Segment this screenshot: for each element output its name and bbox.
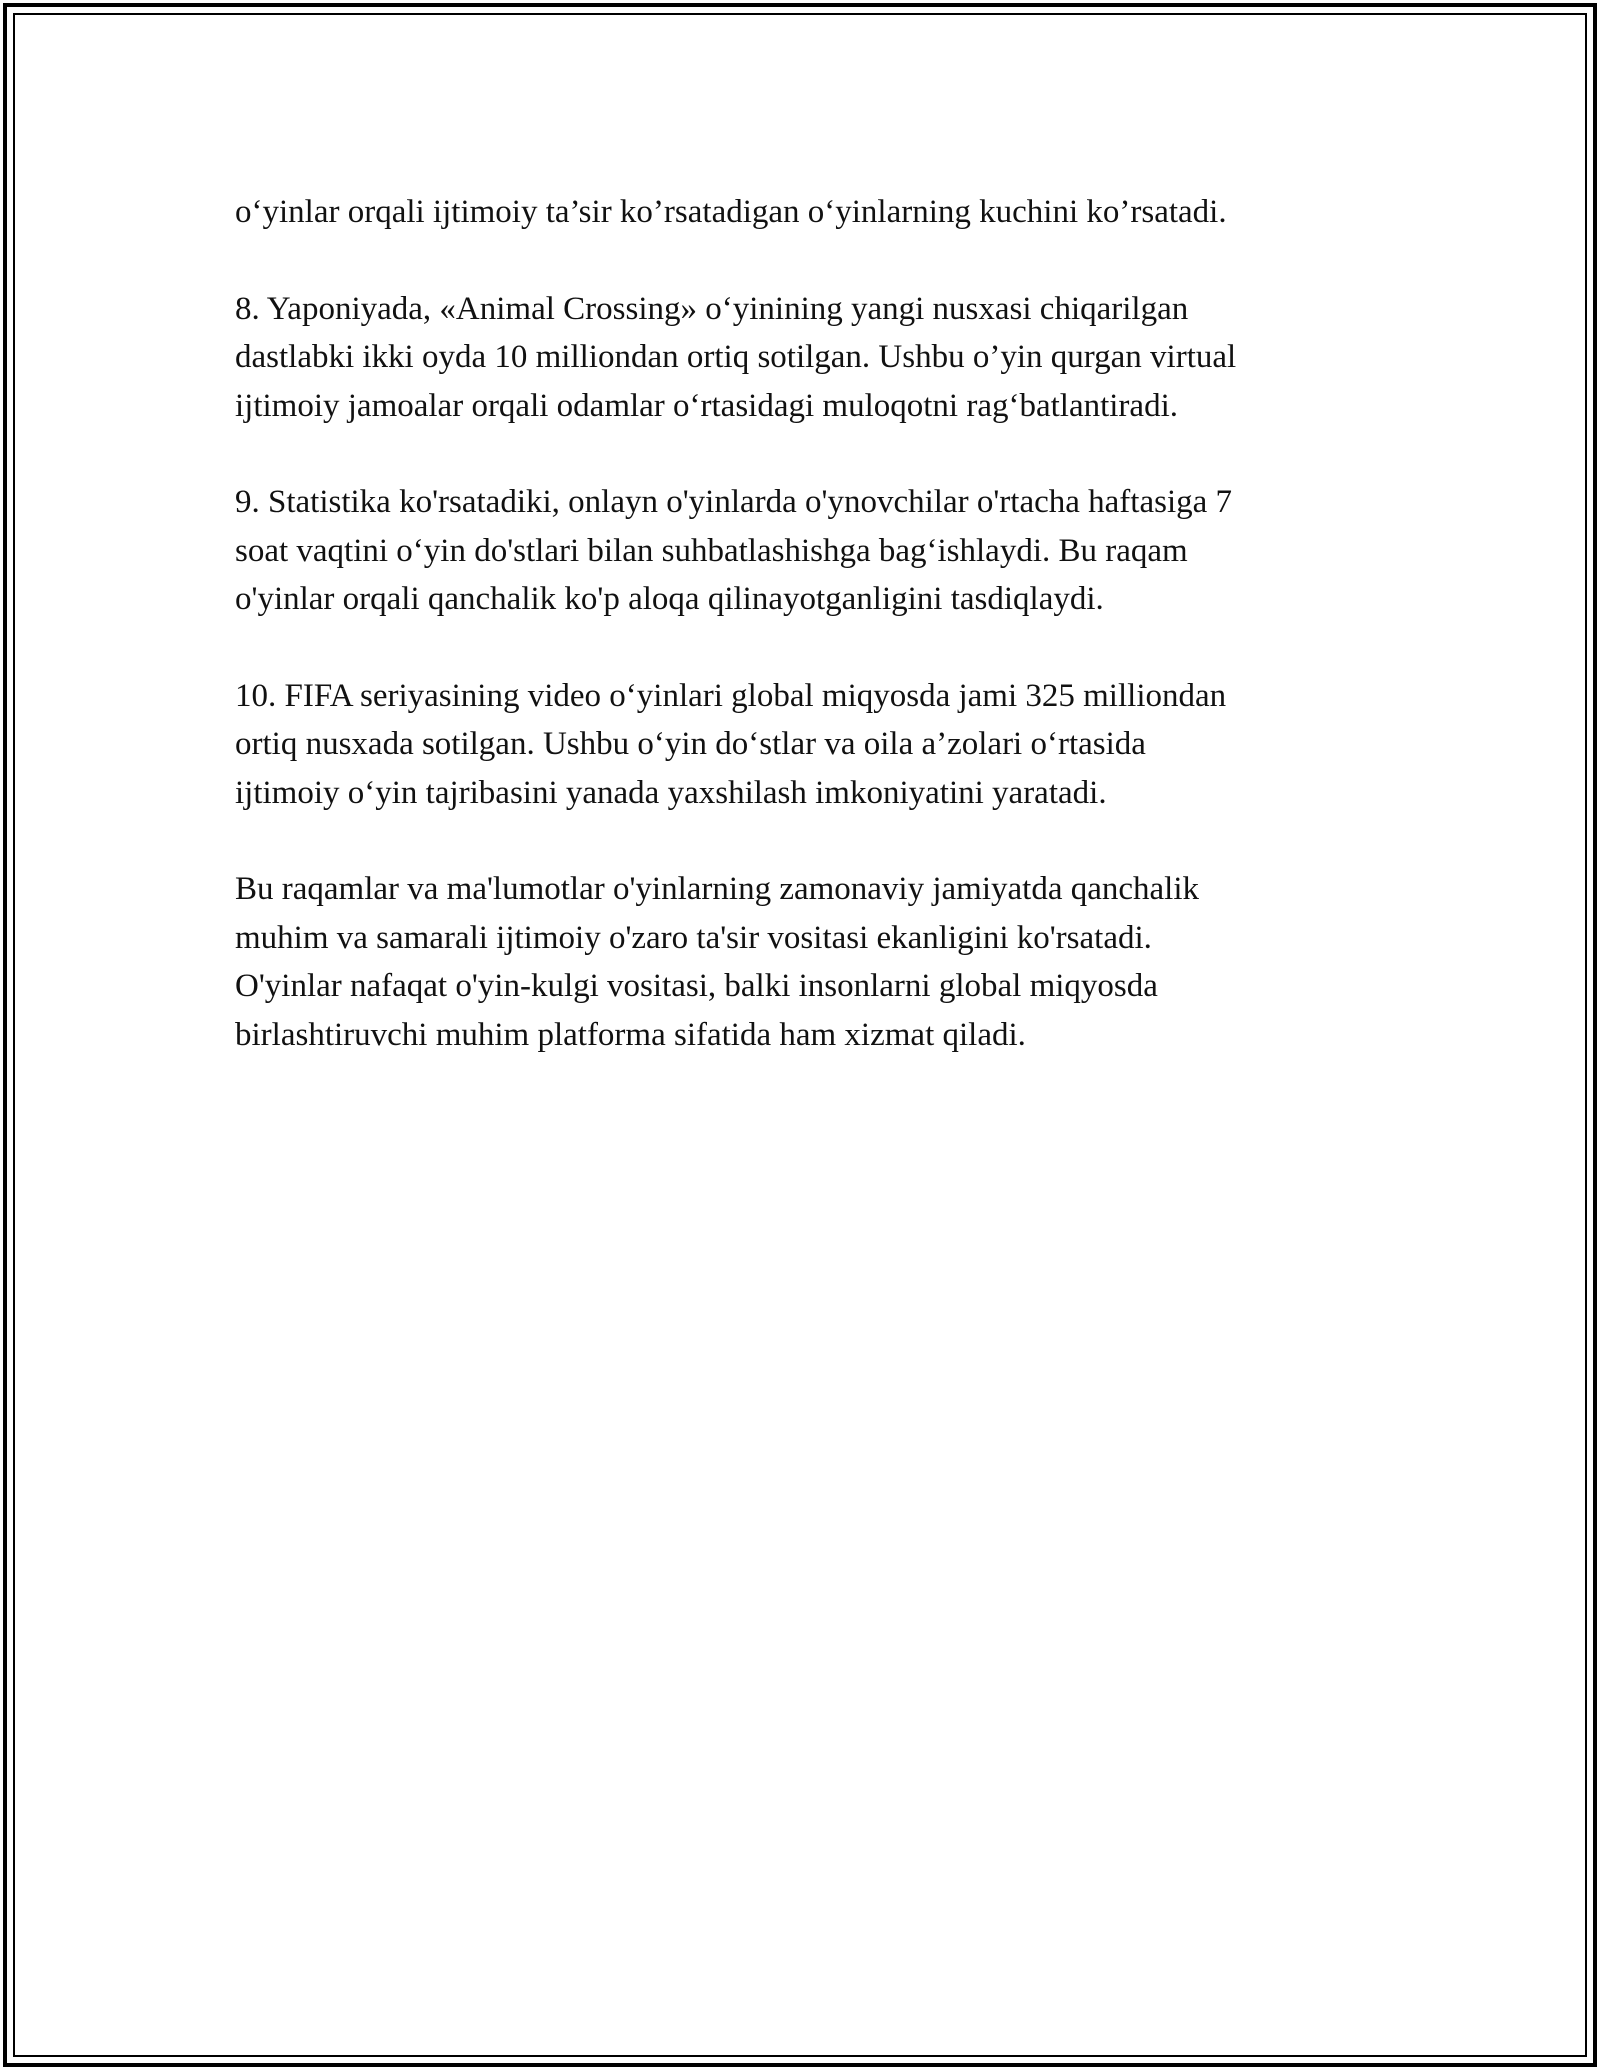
text-line: 8. Yaponiyada, «Animal Crossing» o‘yinining yangi nusxasi chiqarilgan (235, 290, 1189, 327)
text-line: o'yinlar orqali qanchalik ko'p aloqa qilinayotganligini tasdiqlaydi. (235, 581, 1104, 617)
paragraph-item-8 (235, 285, 1375, 431)
page-content (235, 188, 1375, 1107)
text-line: birlashtiruvchi muhim platforma sifatida ham xizmat qiladi. (235, 1016, 1026, 1053)
text-line: soat vaqtini o‘yin do'stlari bilan suhbatlashishga bag‘ishlaydi. Bu raqam (235, 532, 1188, 569)
text-line: 9. Statistika ko'rsatadiki, onlayn o'yinlarda o'ynovchilar o'rtacha haftasiga 7 (235, 484, 1233, 520)
text-line: 10. FIFA seriyasining video o‘yinlari global miqyosda jami 325 milliondan (235, 677, 1227, 714)
text-line: dastlabki ikki oyda 10 milliondan ortiq sotilgan. Ushbu o’yin qurgan virtual (235, 339, 1237, 375)
text-line: O'yinlar nafaqat o'yin-kulgi vositasi, balki insonlarni global miqyosda (235, 968, 1158, 1004)
text-line: ijtimoiy o‘yin tajribasini yanada yaxshilash imkoniyatini yaratadi. (235, 774, 1107, 811)
paragraph-continuation (235, 188, 1375, 237)
text-line: ortiq nusxada sotilgan. Ushbu o‘yin do‘stlar va oila a’zolari o‘rtasida (235, 726, 1146, 762)
paragraph-conclusion (235, 865, 1375, 1059)
text-line: o‘yinlar orqali ijtimoiy ta’sir ko’rsatadigan o‘yinlarning kuchini ko’rsatadi. (235, 194, 1227, 230)
text-line: Bu raqamlar va ma'lumotlar o'yinlarning zamonaviy jamiyatda qanchalik (235, 871, 1199, 907)
text-line: ijtimoiy jamoalar orqali odamlar o‘rtasidagi muloqotni rag‘batlantiradi. (235, 387, 1178, 424)
paragraph-item-10 (235, 672, 1375, 818)
text-line: muhim va samarali ijtimoiy o'zaro ta'sir vositasi ekanligini ko'rsatadi. (235, 919, 1152, 956)
paragraph-item-9 (235, 478, 1375, 624)
